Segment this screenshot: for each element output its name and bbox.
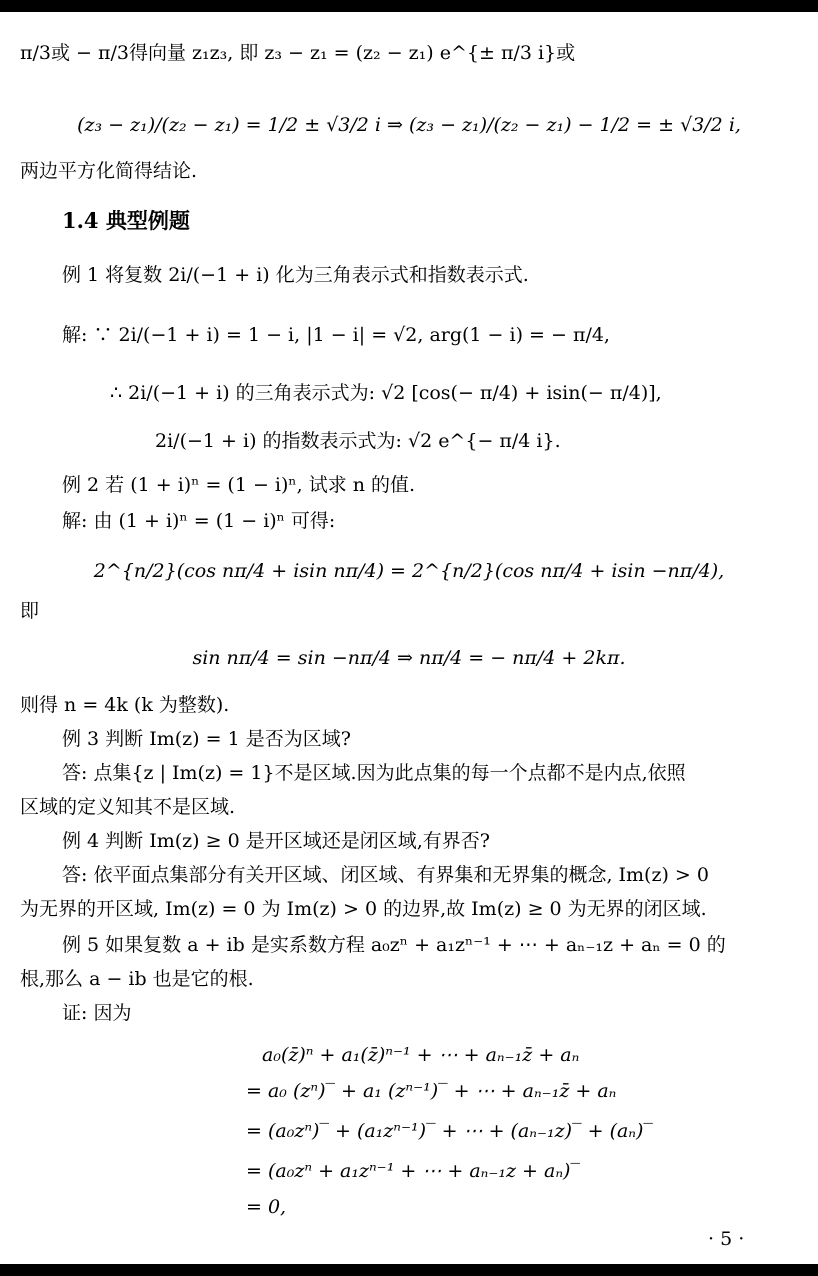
- proof-line: 证: 因为: [62, 1002, 132, 1024]
- solution-line: ∴ 2i/(−1 + i) 的三角表示式为: √2 [cos(− π/4) + isin(− π/4)],: [110, 382, 662, 404]
- solution-line: 解: ∵ 2i/(−1 + i) = 1 − i, |1 − i| = √2, arg(1 − i) = − π/4,: [62, 324, 610, 346]
- equation-line: 2^{n/2}(cos nπ/4 + isin nπ/4) = 2^{n/2}(cos nπ/4 + isin −nπ/4),: [93, 560, 725, 582]
- equation-line: = a₀ (zⁿ)‾ + a₁ (zⁿ⁻¹)‾ + ⋯ + aₙ₋₁z̄ + aₙ: [246, 1080, 617, 1102]
- text-line: 根,那么 a − ib 也是它的根.: [20, 968, 254, 990]
- answer-line: 答: 点集{z | Im(z) = 1}不是区域.因为此点集的每一个点都不是内点,依照: [62, 762, 686, 784]
- text-line: 两边平方化简得结论.: [20, 160, 198, 182]
- top-border: [0, 0, 818, 12]
- answer-line: 答: 依平面点集部分有关开区域、闭区域、有界集和无界集的概念, Im(z) > 0: [62, 864, 709, 886]
- text-line: 则得 n = 4k (k 为整数).: [20, 694, 230, 716]
- text-line: 区域的定义知其不是区域.: [20, 796, 236, 818]
- example-title: 例 5 如果复数 a + ib 是实系数方程 a₀zⁿ + a₁zⁿ⁻¹ + ⋯ + aₙ₋₁z + aₙ = 0 的: [62, 934, 726, 956]
- page-number: · 5 ·: [708, 1228, 745, 1250]
- example-title: 例 3 判断 Im(z) = 1 是否为区域?: [62, 728, 351, 750]
- equation-line: = 0,: [246, 1196, 287, 1218]
- solution-line: 2i/(−1 + i) 的指数表示式为: √2 e^{− π/4 i}.: [155, 430, 561, 452]
- example-title: 例 4 判断 Im(z) ≥ 0 是开区域还是闭区域,有界否?: [62, 830, 490, 852]
- equation-line: = (a₀zⁿ)‾ + (a₁zⁿ⁻¹)‾ + ⋯ + (aₙ₋₁z)‾ + (aₙ)‾: [246, 1120, 653, 1142]
- solution-line: 解: 由 (1 + i)ⁿ = (1 − i)ⁿ 可得:: [62, 510, 336, 532]
- text-line: 为无界的开区域, Im(z) = 0 为 Im(z) > 0 的边界,故 Im(z) ≥ 0 为无界的闭区域.: [20, 898, 707, 920]
- bottom-border: [0, 1264, 818, 1276]
- equation-line: sin nπ/4 = sin −nπ/4 ⇒ nπ/4 = − nπ/4 + 2kπ.: [192, 647, 626, 669]
- section-heading: 1.4 典型例题: [62, 208, 190, 233]
- equation-line: (z₃ − z₁)/(z₂ − z₁) = 1/2 ± √3/2 i ⇒ (z₃ − z₁)/(z₂ − z₁) − 1/2 = ± √3/2 i,: [77, 114, 741, 136]
- example-title: 例 2 若 (1 + i)ⁿ = (1 − i)ⁿ, 试求 n 的值.: [62, 474, 416, 496]
- example-title: 例 1 将复数 2i/(−1 + i) 化为三角表示式和指数表示式.: [62, 264, 529, 286]
- equation-line: = (a₀zⁿ + a₁zⁿ⁻¹ + ⋯ + aₙ₋₁z + aₙ)‾: [246, 1160, 580, 1182]
- text-line: π/3或 − π/3得向量 z₁z₃, 即 z₃ − z₁ = (z₂ − z₁) e^{± π/3 i}或: [20, 42, 576, 64]
- equation-line: a₀(z̄)ⁿ + a₁(z̄)ⁿ⁻¹ + ⋯ + aₙ₋₁z̄ + aₙ: [262, 1044, 580, 1066]
- text-line: 即: [20, 600, 40, 622]
